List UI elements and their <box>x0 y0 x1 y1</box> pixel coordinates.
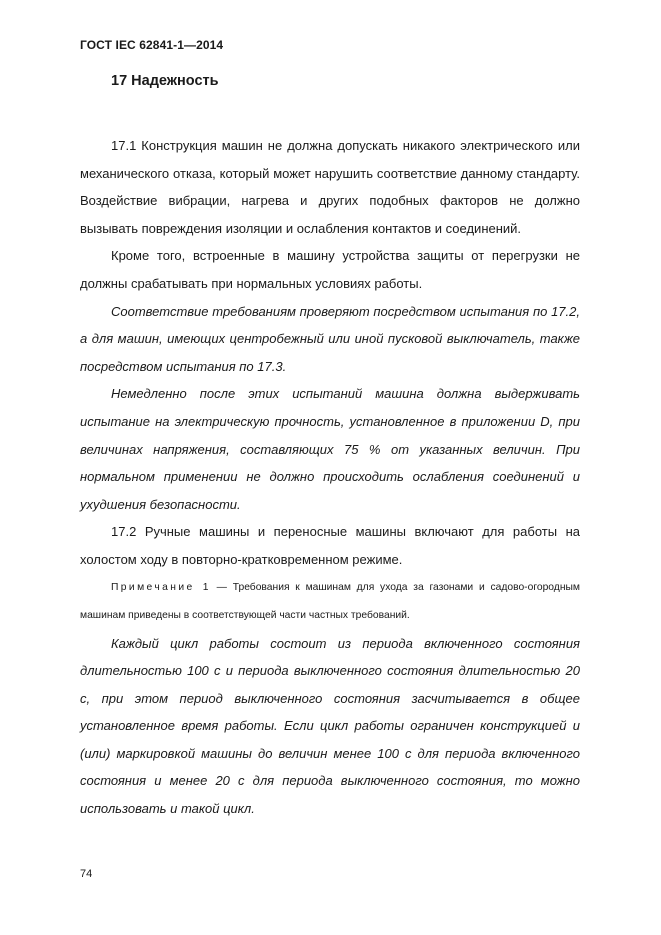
note-label: Примечание 1 <box>111 581 211 593</box>
note-text: — Требования к машинам для ухода за газонами и садово-огородным машинам приведены в соответствующей части частных требований. <box>80 581 580 621</box>
paragraph-dielectric-strength: Немедленно после этих испытаний машина должна выдерживать испытание на электрическую прочность, установленное в приложении D, при величинах напряжения, составляющих 75 % от указанных величин. При нормальном применении не должно происходить ослабления соединений и ухудшения безопасности. <box>80 386 580 512</box>
body-text <box>80 132 580 823</box>
paragraph-17-2: 17.2 Ручные машины и переносные машины включают для работы на холостом ходу в повторно-кратковременном режиме. <box>80 524 580 567</box>
paragraph-17-1: 17.1 Конструкция машин не должна допускать никакого электрического или механического отказа, который может нарушить соответствие данному стандарту. Воздействие вибрации, нагрева и других подобных факторов не должно вызывать повреждения изоляции и ослабления контактов и соединений. <box>80 138 580 236</box>
section-title: 17 Надежность <box>111 73 219 89</box>
paragraph-compliance-check: Соответствие требованиям проверяют посредством испытания по 17.2, а для машин, имеющих центробежный или иной пусковой выключатель, также посредством испытания по 17.3. <box>80 303 580 374</box>
paragraph-duty-cycle: Каждый цикл работы состоит из периода включенного состояния длительностью 100 с и периода выключенного состояния длительностью 20 с, при этом период выключенного состояния засчитывается в общее установленное время работы. Если цикл работы ограничен конструкцией и (или) маркировкой машины до величин менее 100 с для периода включенного состояния и менее 20 с для периода выключенного состояния, то можно использовать и такой цикл. <box>80 635 580 817</box>
standard-header: ГОСТ IEC 62841-1—2014 <box>80 38 224 52</box>
page-number: 74 <box>80 868 93 880</box>
note-1 <box>80 574 580 630</box>
paragraph-overload-protection: Кроме того, встроенные в машину устройства защиты от перегрузки не должны срабатывать при нормальных условиях работы. <box>80 248 580 291</box>
